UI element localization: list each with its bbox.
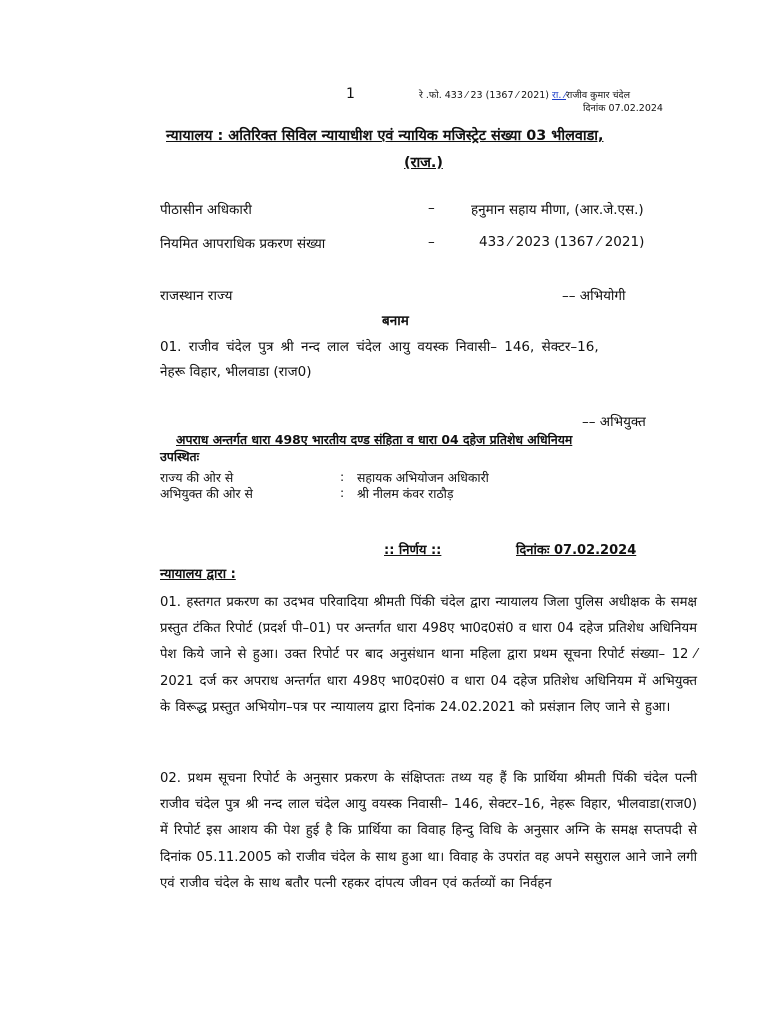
state-party: राजस्थान राज्य <box>160 288 233 304</box>
state-role: –– अभियोगी <box>562 288 626 304</box>
court-title-line2: (राज.) <box>404 155 443 171</box>
header-date: दिनांक 07.02.2024 <box>583 103 663 114</box>
case-ref-link: रा. ⁄ <box>552 90 567 101</box>
accused-side-value: श्री नीलम कंवर राठौड़ <box>357 486 454 501</box>
court-title-line1: न्यायालय : अतिरिक्त सिविल न्यायाधीश एवं न्यायिक मजिस्ट्रेट संख्या 03 भीलवाडा, <box>166 128 604 144</box>
case-number-dash: – <box>428 234 435 250</box>
case-ref-prefix: रे .फो. 433 ⁄ 23 (1367 ⁄ 2021) <box>419 90 553 101</box>
state-side-label: राज्य की ओर से <box>160 470 234 485</box>
presiding-officer-dash: – <box>428 200 435 216</box>
accused-role: –– अभियुक्त <box>582 414 646 430</box>
accused-side-colon: : <box>340 485 345 500</box>
page-number: 1 <box>346 86 355 102</box>
by-court-heading: न्यायालय द्वारा : <box>160 567 236 582</box>
presiding-officer-label: पीठासीन अधिकारी <box>160 202 252 218</box>
case-ref-suffix: राजीव कुमार चंदेल <box>566 90 631 101</box>
state-side-value: सहायक अभियोजन अधिकारी <box>357 470 489 485</box>
offence-heading: अपराध अन्तर्गत धारा 498ए भारतीय दण्ड संहिता व धारा 04 दहेज प्रतिशेध अधिनियम <box>176 432 573 447</box>
state-side-colon: : <box>340 469 345 484</box>
accused-line1: 01. राजीव चंदेल पुत्र श्री नन्द लाल चंदेल आयु वयस्क निवासी– 146, सेक्टर–16, <box>160 339 599 355</box>
case-number-value: 433 ⁄ 2023 (1367 ⁄ 2021) <box>479 234 645 250</box>
judgment-heading: :: निर्णय :: <box>384 543 442 558</box>
paragraph-02: 02. प्रथम सूचना रिपोर्ट के अनुसार प्रकरण के संक्षिप्ततः तथ्य यह हैं कि प्रार्थिया श्रीमती पिंकी चंदेल पत्नी राजीव चंदेल पुत्र श्री नन्द लाल चंदेल आयु वयस्क निवासी– 146, सेक्टर–16, नेहरू विहार, भीलवाडा(राज0) में रिपोर्ट इस आशय की पेश हुई है कि प्रार्थिया का विवाह हिन्दु विधि के अनुसार अग्नि के समक्ष सप्तपदी से दिनांक 05.11.2005 को राजीव चंदेल के साथ हुआ था। विवाह के उपरांत वह अपने ससुराल आने जाने लगी एवं राजीव चंदेल के साथ बतौर पत्नी रहकर दांपत्य जीवन एवं कर्तव्यों का निर्वहन <box>160 771 697 891</box>
judgment-date <box>516 540 636 558</box>
paragraph-01: 01. हस्तगत प्रकरण का उदभव परिवादिया श्रीमती पिंकी चंदेल द्वारा न्यायालय जिला पुलिस अधीक्षक के समक्ष प्रस्तुत टंकित रिपोर्ट (प्रदर्श पी–01) पर अन्तर्गत धारा 498ए भा0द0सं0 व धारा 04 दहेज प्रतिशेध अधिनियम पेश किये जाने से हुआ। उक्त रिपोर्ट पर बाद अनुसंधान थाना महिला द्वारा प्रथम सूचना रिपोर्ट संख्या– 12 ⁄ 2021 दर्ज कर अपराध अन्तर्गत धारा 498ए भा0द0सं0 व धारा 04 दहेज प्रतिशेध अधिनियम में अभियुक्त के विरूद्ध प्रस्तुत अभियोग–पत्र पर न्यायालय द्वारा दिनांक 24.02.2021 को प्रसंज्ञान लिए जाने से हुआ। <box>160 595 697 715</box>
case-number-label: नियमित आपराधिक प्रकरण संख्या <box>160 236 326 252</box>
accused-side-label: अभियुक्त की ओर से <box>160 486 253 501</box>
presence-heading: उपस्थितः <box>160 449 200 464</box>
accused-line2: नेहरू विहार, भीलवाडा (राज0) <box>160 364 312 380</box>
versus-label: बनाम <box>382 313 409 329</box>
judgment-date-label: दिनांकः <box>516 543 550 558</box>
case-reference <box>419 88 630 101</box>
presiding-officer-value: हनुमान सहाय मीणा, (आर.जे.एस.) <box>471 202 644 218</box>
judgment-date-value: 07.02.2024 <box>554 543 637 558</box>
